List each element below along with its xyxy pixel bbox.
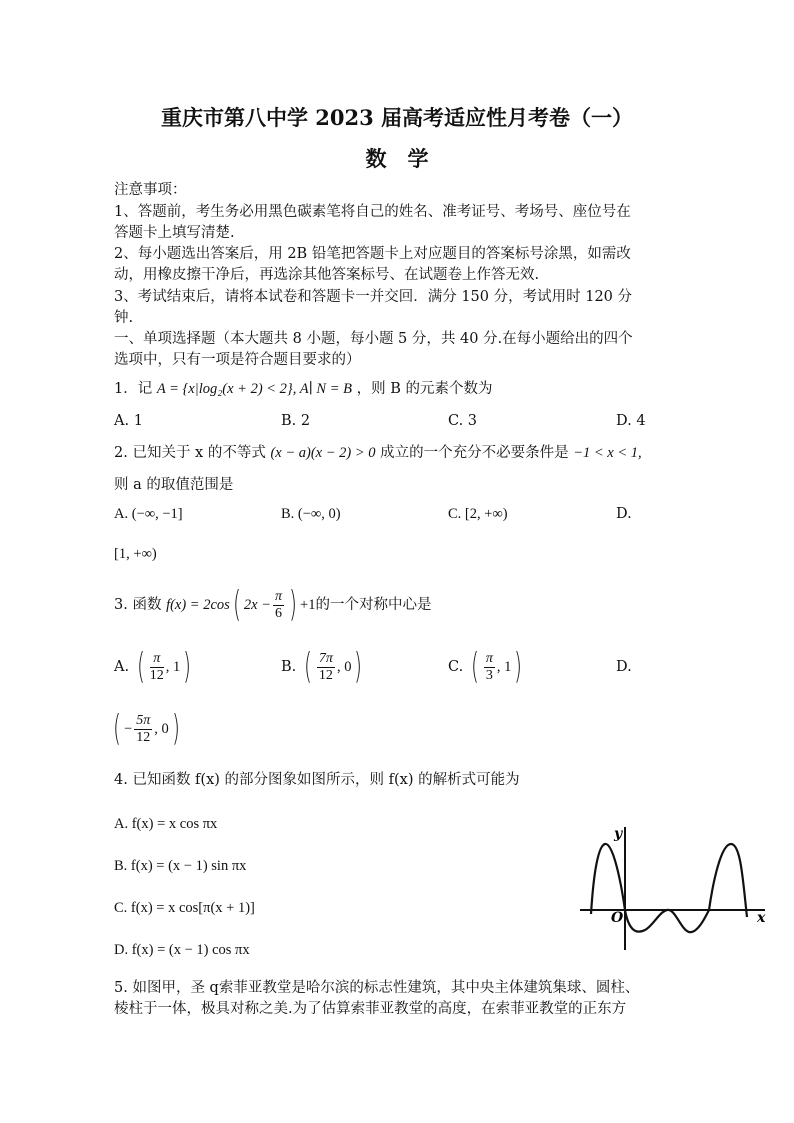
q3-a-tail: , 1 bbox=[165, 659, 181, 675]
q2-option-c: C. [2, +∞) bbox=[448, 506, 508, 522]
q3-arg: 2x − bbox=[243, 597, 271, 613]
q1-option-a: A. 1 bbox=[114, 413, 143, 429]
q3-suffix: 的一个对称中心是 bbox=[315, 597, 432, 613]
q2-stem-line2: 则 a 的取值范围是 bbox=[114, 477, 234, 493]
q2-option-d-value: [1, +∞) bbox=[114, 546, 157, 562]
q2-text-b: 成立的一个充分不必要条件是 bbox=[380, 445, 569, 461]
q1-suffix: ，则 B 的元素个数为 bbox=[356, 381, 493, 397]
right-paren-icon: ) bbox=[289, 584, 297, 625]
q4-function-graph bbox=[575, 822, 775, 952]
q3-option-c bbox=[448, 647, 525, 687]
left-paren-icon: ( bbox=[113, 708, 121, 749]
origin-label: O bbox=[611, 910, 624, 926]
q4-stem: 4. 已知函数 f(x) 的部分图象如图所示，则 f(x) 的解析式可能为 bbox=[114, 772, 520, 788]
q3-option-a-label: A. bbox=[114, 659, 130, 675]
right-paren-icon: ) bbox=[183, 646, 192, 687]
q1-prefix: 1．记 bbox=[114, 381, 153, 397]
q3-d-tail: , 0 bbox=[154, 721, 169, 737]
q3-c-tail: , 1 bbox=[496, 659, 512, 675]
q4-option-d: D. f(x) = (x − 1) cos πx bbox=[114, 942, 250, 958]
right-paren-icon: ) bbox=[514, 646, 523, 687]
q1-option-b: B. 2 bbox=[281, 413, 311, 429]
section1-line1: 一、单项选择题（本大题共 8 小题，每小题 5 分，共 40 分.在每小题给出的四个 bbox=[114, 331, 633, 347]
q2-option-b: B. (−∞, 0) bbox=[281, 506, 341, 522]
q3-d-sign: − bbox=[124, 721, 133, 737]
q1-option-d: D. 4 bbox=[616, 413, 646, 429]
section1-line2: 选项中，只有一项是符合题目要求的） bbox=[114, 352, 361, 368]
q3-d-num: 5π bbox=[136, 712, 151, 728]
q4-option-b: B. f(x) = (x − 1) sin πx bbox=[114, 858, 247, 874]
q3-option-b bbox=[281, 647, 365, 687]
q3-a-den: 12 bbox=[149, 667, 164, 683]
q3-option-b-label: B. bbox=[281, 659, 297, 675]
q3-stem bbox=[114, 585, 431, 625]
left-paren-icon: ( bbox=[232, 584, 241, 625]
q3-frac-den: 6 bbox=[274, 605, 282, 621]
notice-item2-line1: 2、每小题选出答案后，用 2B 铅笔把答题卡上对应题目的答案标号涂黑，如需改 bbox=[114, 246, 631, 262]
left-paren-icon: ( bbox=[136, 646, 145, 687]
notice-item3-line2: 钟. bbox=[114, 310, 134, 326]
q2-text-a: 2. 已知关于 x 的不等式 bbox=[114, 445, 266, 461]
q3-func-left: f(x) = 2cos bbox=[166, 597, 230, 613]
q3-option-a bbox=[114, 647, 194, 687]
notice-item3-line1: 3、考试结束后，请将本试卷和答题卡一并交回．满分 150 分，考试用时 120 分 bbox=[114, 289, 633, 305]
notice-heading: 注意事项： bbox=[114, 182, 187, 198]
right-paren-icon: ) bbox=[171, 708, 180, 749]
q3-b-tail: , 0 bbox=[336, 659, 352, 675]
q3-prefix: 3. 函数 bbox=[114, 597, 162, 613]
q3-c-num: π bbox=[485, 650, 493, 666]
q2-condition: −1 < x < 1, bbox=[573, 445, 642, 461]
q3-b-den: 12 bbox=[318, 667, 333, 683]
q5-line2: 棱柱于一体，极具对称之美.为了估算索菲亚教堂的高度，在索菲亚教堂的正东方 bbox=[114, 1001, 627, 1017]
q3-option-d-label: D. bbox=[616, 659, 632, 675]
q1-option-c: C. 3 bbox=[448, 413, 478, 429]
notice-item2-line2: 动，用橡皮擦干净后，再选涂其他答案标号、在试题卷上作答无效. bbox=[114, 267, 540, 283]
q3-func-right: +1 bbox=[300, 597, 316, 613]
q4-option-c: C. f(x) = x cos[π(x + 1)] bbox=[114, 900, 255, 916]
notice-item1-line1: 1、答题前，考生务必用黑色碳素笔将自己的姓名、准考证号、考场号、座位号在 bbox=[114, 204, 631, 220]
exam-title: 重庆市第八中学 2023 届高考适应性月考卷（一） bbox=[160, 105, 634, 130]
left-paren-icon: ( bbox=[304, 646, 312, 687]
notice-item1-line2: 答题卡上填写清楚. bbox=[114, 225, 235, 241]
q3-a-num: π bbox=[150, 651, 164, 668]
y-axis-label: y bbox=[614, 826, 623, 842]
q2-inequality: (x − a)(x − 2) > 0 bbox=[270, 445, 376, 461]
q2-option-a: A. (−∞, −1] bbox=[114, 506, 183, 522]
q5-line1: 5. 如图甲，圣 q索菲亚教堂是哈尔滨的标志性建筑，其中央主体建筑集球、圆柱、 bbox=[114, 980, 640, 996]
q1-stem bbox=[114, 379, 492, 399]
q2-option-d: D. bbox=[616, 506, 632, 522]
q3-b-num: 7π bbox=[318, 650, 333, 666]
right-paren-icon: ) bbox=[354, 646, 363, 687]
q3-c-den: 3 bbox=[485, 667, 493, 683]
q1-set-def: A = {x|log₂(x + 2) < 2}, A∣ N = B bbox=[156, 381, 352, 397]
q3-frac-num: π bbox=[274, 588, 282, 604]
x-axis-label: x bbox=[757, 910, 766, 926]
q3-option-d-value bbox=[110, 709, 183, 749]
q3-fraction bbox=[273, 589, 284, 622]
left-paren-icon: ( bbox=[470, 646, 479, 687]
q3-option-c-label: C. bbox=[448, 659, 464, 675]
q4-option-a: A. f(x) = x cos πx bbox=[114, 816, 218, 832]
q3-d-den: 12 bbox=[136, 729, 151, 745]
q2-stem-line1 bbox=[114, 443, 642, 463]
subject-title: 数 学 bbox=[365, 146, 429, 171]
